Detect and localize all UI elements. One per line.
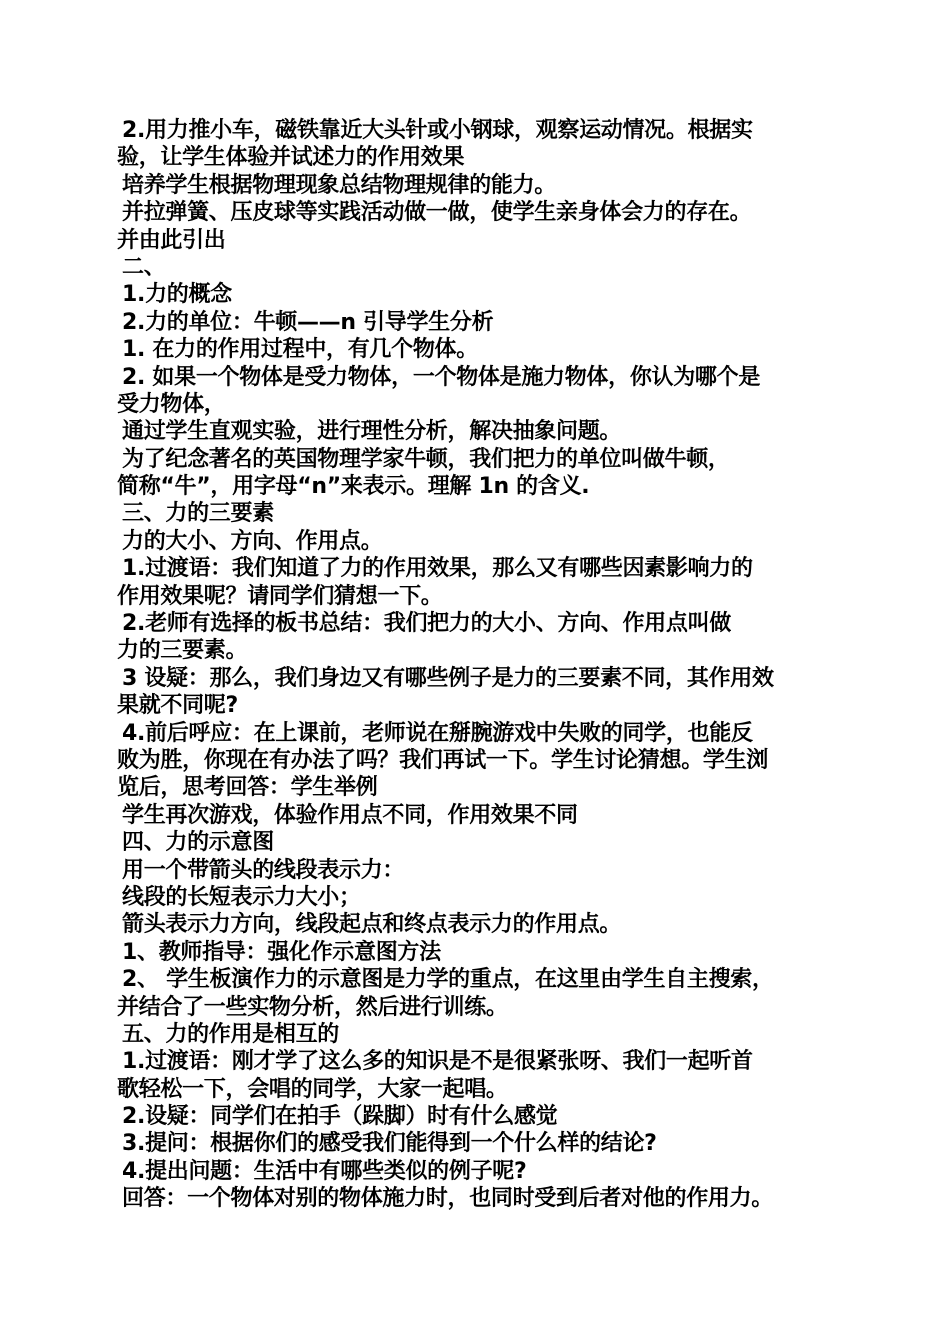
text-line: 2.老师有选择的板书总结：我们把力的大小、方向、作用点叫做 xyxy=(122,611,731,637)
document-body xyxy=(117,117,847,1213)
text-line: 验，让学生体验并试述力的作用效果 xyxy=(117,145,465,171)
text-line: 四、力的示意图 xyxy=(122,830,274,856)
text-line: 回答：一个物体对别的物体施力时，也同时受到后者对他的作用力。 xyxy=(122,1186,774,1212)
text-line: 简称“牛”，用字母“n”来表示。理解 1n 的含义. xyxy=(117,474,590,500)
text-line: 2.用力推小车，磁铁靠近大头针或小钢球，观察运动情况。根据实 xyxy=(122,118,753,143)
text-line: 1.过渡语：我们知道了力的作用效果，那么又有哪些因素影响力的 xyxy=(122,556,753,582)
text-line: 力的大小、方向、作用点。 xyxy=(122,528,383,554)
text-line: 并拉弹簧、压皮球等实践活动做一做，使学生亲身体会力的存在。 xyxy=(122,200,752,226)
text-line: 2. 如果一个物体是受力物体，一个物体是施力物体，你认为哪个是 xyxy=(122,364,761,390)
text-line: 培养学生根据物理现象总结物理规律的能力。 xyxy=(122,172,557,198)
text-line: 学生再次游戏，体验作用点不同，作用效果不同 xyxy=(122,802,578,828)
text-line: 2.设疑：同学们在拍手（跺脚）时有什么感觉 xyxy=(122,1104,558,1130)
text-line: 箭头表示力方向，线段起点和终点表示力的作用点。 xyxy=(122,912,622,938)
text-line: 线段的长短表示力大小； xyxy=(122,884,361,910)
text-line: 用一个带箭头的线段表示力： xyxy=(122,857,405,883)
text-line: 通过学生直观实验，进行理性分析，解决抽象问题。 xyxy=(122,419,622,445)
text-line: 三、力的三要素 xyxy=(122,501,274,527)
text-line: 受力物体， xyxy=(117,391,226,417)
text-line: 3.提问：根据你们的感受我们能得到一个什么样的结论? xyxy=(122,1131,657,1157)
text-line: 1、教师指导：强化作示意图方法 xyxy=(122,939,441,965)
text-line: 2、 学生板演作力的示意图是力学的重点，在这里由学生自主搜索， xyxy=(122,967,774,993)
text-line: 二、 xyxy=(122,254,166,280)
text-line: 3 设疑：那么，我们身边又有哪些例子是力的三要素不同，其作用效 xyxy=(122,665,774,691)
text-line: 4.提出问题：生活中有哪些类似的例子呢? xyxy=(122,1158,527,1184)
text-line: 作用效果呢？请同学们猜想一下。 xyxy=(117,583,443,609)
text-line: 并结合了一些实物分析，然后进行训练。 xyxy=(117,994,508,1020)
text-line: 2.力的单位：牛顿——n 引导学生分析 xyxy=(122,309,494,335)
text-line: 4.前后呼应：在上课前，老师说在掰腕游戏中失败的同学，也能反 xyxy=(122,720,753,746)
text-line: 果就不同呢? xyxy=(117,693,238,719)
text-line: 1. 在力的作用过程中，有几个物体。 xyxy=(122,337,478,363)
text-line: 1.过渡语：刚才学了这么多的知识是不是很紧张呀、我们一起听首 xyxy=(122,1049,753,1075)
text-line: 五、力的作用是相互的 xyxy=(122,1021,340,1047)
text-line: 1.力的概念 xyxy=(122,282,232,308)
text-line: 览后，思考回答：学生举例 xyxy=(117,775,378,801)
text-line: 败为胜，你现在有办法了吗？我们再试一下。学生讨论猜想。学生浏 xyxy=(117,747,769,773)
text-line: 并由此引出 xyxy=(117,227,226,253)
text-line: 力的三要素。 xyxy=(117,638,248,664)
text-line: 为了纪念著名的英国物理学家牛顿，我们把力的单位叫做牛顿， xyxy=(122,446,730,472)
text-line: 歌轻松一下，会唱的同学，大家一起唱。 xyxy=(117,1076,508,1102)
